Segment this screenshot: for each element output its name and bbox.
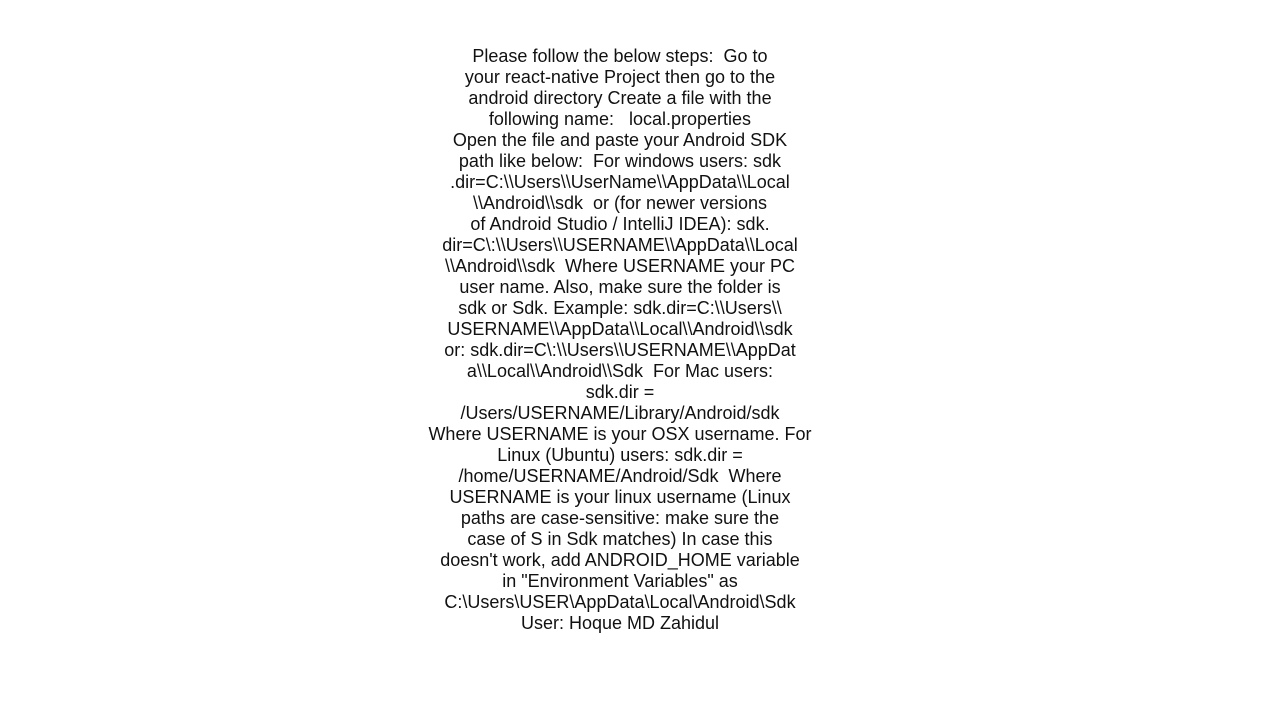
answer-line: paths are case-sensitive: make sure the xyxy=(460,508,780,528)
answer-line: Open the file and paste your Android SDK xyxy=(452,130,788,150)
answer-line: sdk or Sdk. Example: sdk.dir=C:\\Users\\ xyxy=(458,298,782,318)
answer-line: user name. Also, make sure the folder is xyxy=(459,277,781,297)
answer-line: Linux (Ubuntu) users: sdk.dir = xyxy=(497,445,743,465)
answer-text-block xyxy=(420,46,820,634)
answer-line: your react-native Project then go to the xyxy=(464,67,776,87)
answer-line: C:\Users\USER\AppData\Local\Android\Sdk xyxy=(444,592,796,612)
answer-line: path like below: For windows users: sdk xyxy=(458,151,782,171)
answer-line: or: sdk.dir=C\:\\Users\\USERNAME\\AppDat xyxy=(444,340,796,360)
answer-line: dir=C\:\\Users\\USERNAME\\AppData\\Local xyxy=(442,235,798,255)
answer-line: Please follow the below steps: Go to xyxy=(472,46,768,66)
answer-line: \\Android\\sdk or (for newer versions xyxy=(472,193,768,213)
answer-line: in "Environment Variables" as xyxy=(502,571,738,591)
answer-line: \\Android\\sdk Where USERNAME your PC xyxy=(444,256,796,276)
answer-line: following name: local.properties xyxy=(488,109,752,129)
answer-line: doesn't work, add ANDROID_HOME variable xyxy=(440,550,800,570)
answer-line: sdk.dir = xyxy=(585,382,655,402)
answer-line: android directory Create a file with the xyxy=(468,88,772,108)
answer-line: .dir=C:\\Users\\UserName\\AppData\\Local xyxy=(450,172,790,192)
answer-line: of Android Studio / IntelliJ IDEA): sdk. xyxy=(470,214,770,234)
answer-line: USERNAME is your linux username (Linux xyxy=(449,487,791,507)
answer-line: a\\Local\\Android\\Sdk For Mac users: xyxy=(466,361,774,381)
answer-line: Where USERNAME is your OSX username. For xyxy=(428,424,812,444)
answer-line: USERNAME\\AppData\\Local\\Android\\sdk xyxy=(447,319,793,339)
answer-line: /home/USERNAME/Android/Sdk Where xyxy=(458,466,782,486)
answer-line: case of S in Sdk matches) In case this xyxy=(467,529,773,549)
author-label: User: Hoque MD Zahidul xyxy=(520,613,720,633)
answer-line: /Users/USERNAME/Library/Android/sdk xyxy=(460,403,780,423)
